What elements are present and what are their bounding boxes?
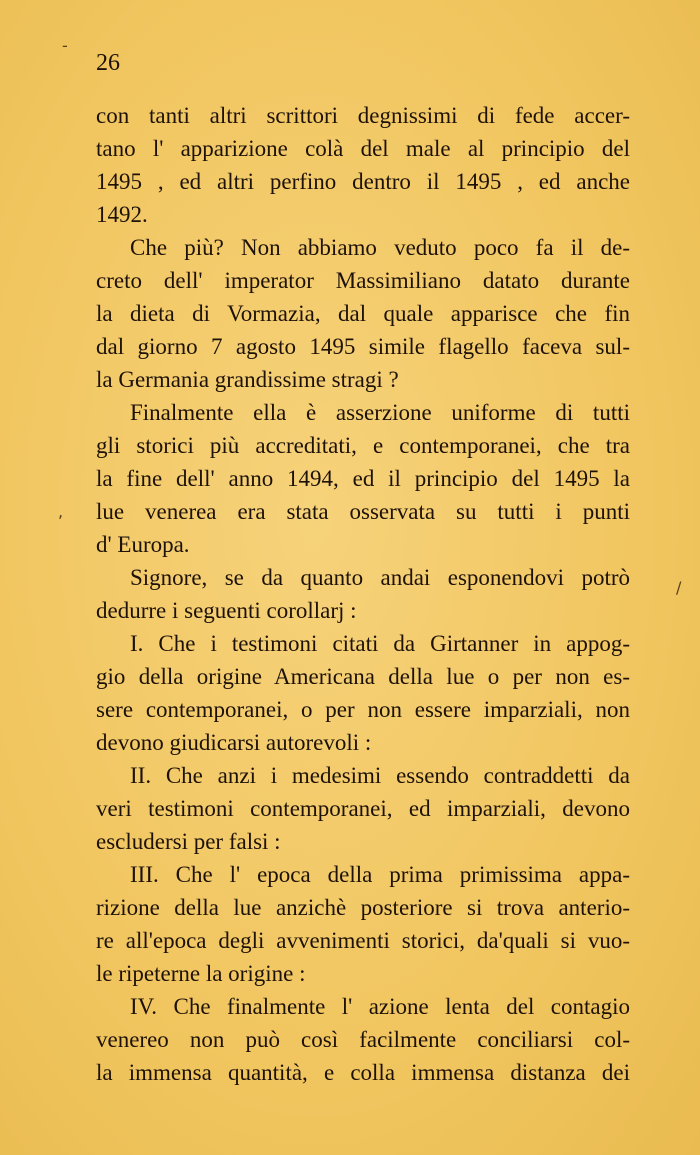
text-line: devono giudicarsi autorevoli : — [96, 730, 372, 755]
paragraph-start-line: IV. Che finalmente l' azione lenta del contagio — [130, 994, 630, 1019]
paragraph-start-line: I. Che i testimoni citati da Girtanner in appog- — [130, 631, 630, 656]
text-line: tano l' apparizione colà del male al principio del — [96, 136, 630, 161]
text-line: con tanti altri scrittori degnissimi di fede accer- — [96, 103, 630, 128]
paragraph-start-line: Che più? Non abbiamo veduto poco fa il de- — [130, 235, 630, 260]
text-line: la dieta di Vormazia, dal quale apparisce che fin — [96, 301, 630, 326]
paragraph-start-line: II. Che anzi i medesimi essendo contraddetti da — [130, 763, 630, 788]
text-line: la Germania grandissime stragi ? — [96, 367, 399, 392]
text-line: dedurre i seguenti corollarj : — [96, 598, 357, 623]
paragraph-start-line: Finalmente ella è asserzione uniforme di tutti — [130, 400, 630, 425]
paragraph-start-line: III. Che l' epoca della prima primissima appa- — [130, 862, 630, 887]
text-line: veri testimoni contemporanei, ed imparziali, devono — [96, 796, 630, 821]
margin-speck: , — [58, 502, 64, 521]
text-line: rizione della lue anzichè posteriore si trova anterio- — [96, 895, 630, 920]
text-line: d' Europa. — [96, 532, 190, 557]
text-line: dal giorno 7 agosto 1495 simile flagello faceva sul- — [96, 334, 630, 359]
margin-speck: - — [62, 36, 68, 55]
text-line: la fine dell' anno 1494, ed il principio del 1495 la — [96, 466, 630, 491]
text-line: venereo non può così facilmente conciliarsi col- — [96, 1027, 630, 1052]
text-line: le ripeterne la origine : — [96, 961, 306, 986]
text-line: gli storici più accreditati, e contemporanei, che tra — [96, 433, 630, 458]
text-line: 1495 , ed altri perfino dentro il 1495 , ed anche — [96, 169, 630, 194]
paragraph-start-line: Signore, se da quanto andai esponendovi potrò — [130, 565, 630, 590]
text-line: gio della origine Americana della lue o per non es- — [96, 664, 630, 689]
margin-speck: / — [676, 578, 682, 597]
text-line: re all'epoca degli avvenimenti storici, da'quali si vuo- — [96, 928, 630, 953]
text-line: la immensa quantità, e colla immensa distanza dei — [96, 1060, 630, 1085]
text-line: 1492. — [96, 202, 148, 227]
page-number: 26 — [96, 50, 120, 76]
text-line: sere contemporanei, o per non essere imparziali, non — [96, 697, 630, 722]
text-line: escludersi per falsi : — [96, 829, 281, 854]
text-line: creto dell' imperator Massimiliano datato durante — [96, 268, 630, 293]
text-line: lue venerea era stata osservata su tutti i punti — [96, 499, 630, 524]
